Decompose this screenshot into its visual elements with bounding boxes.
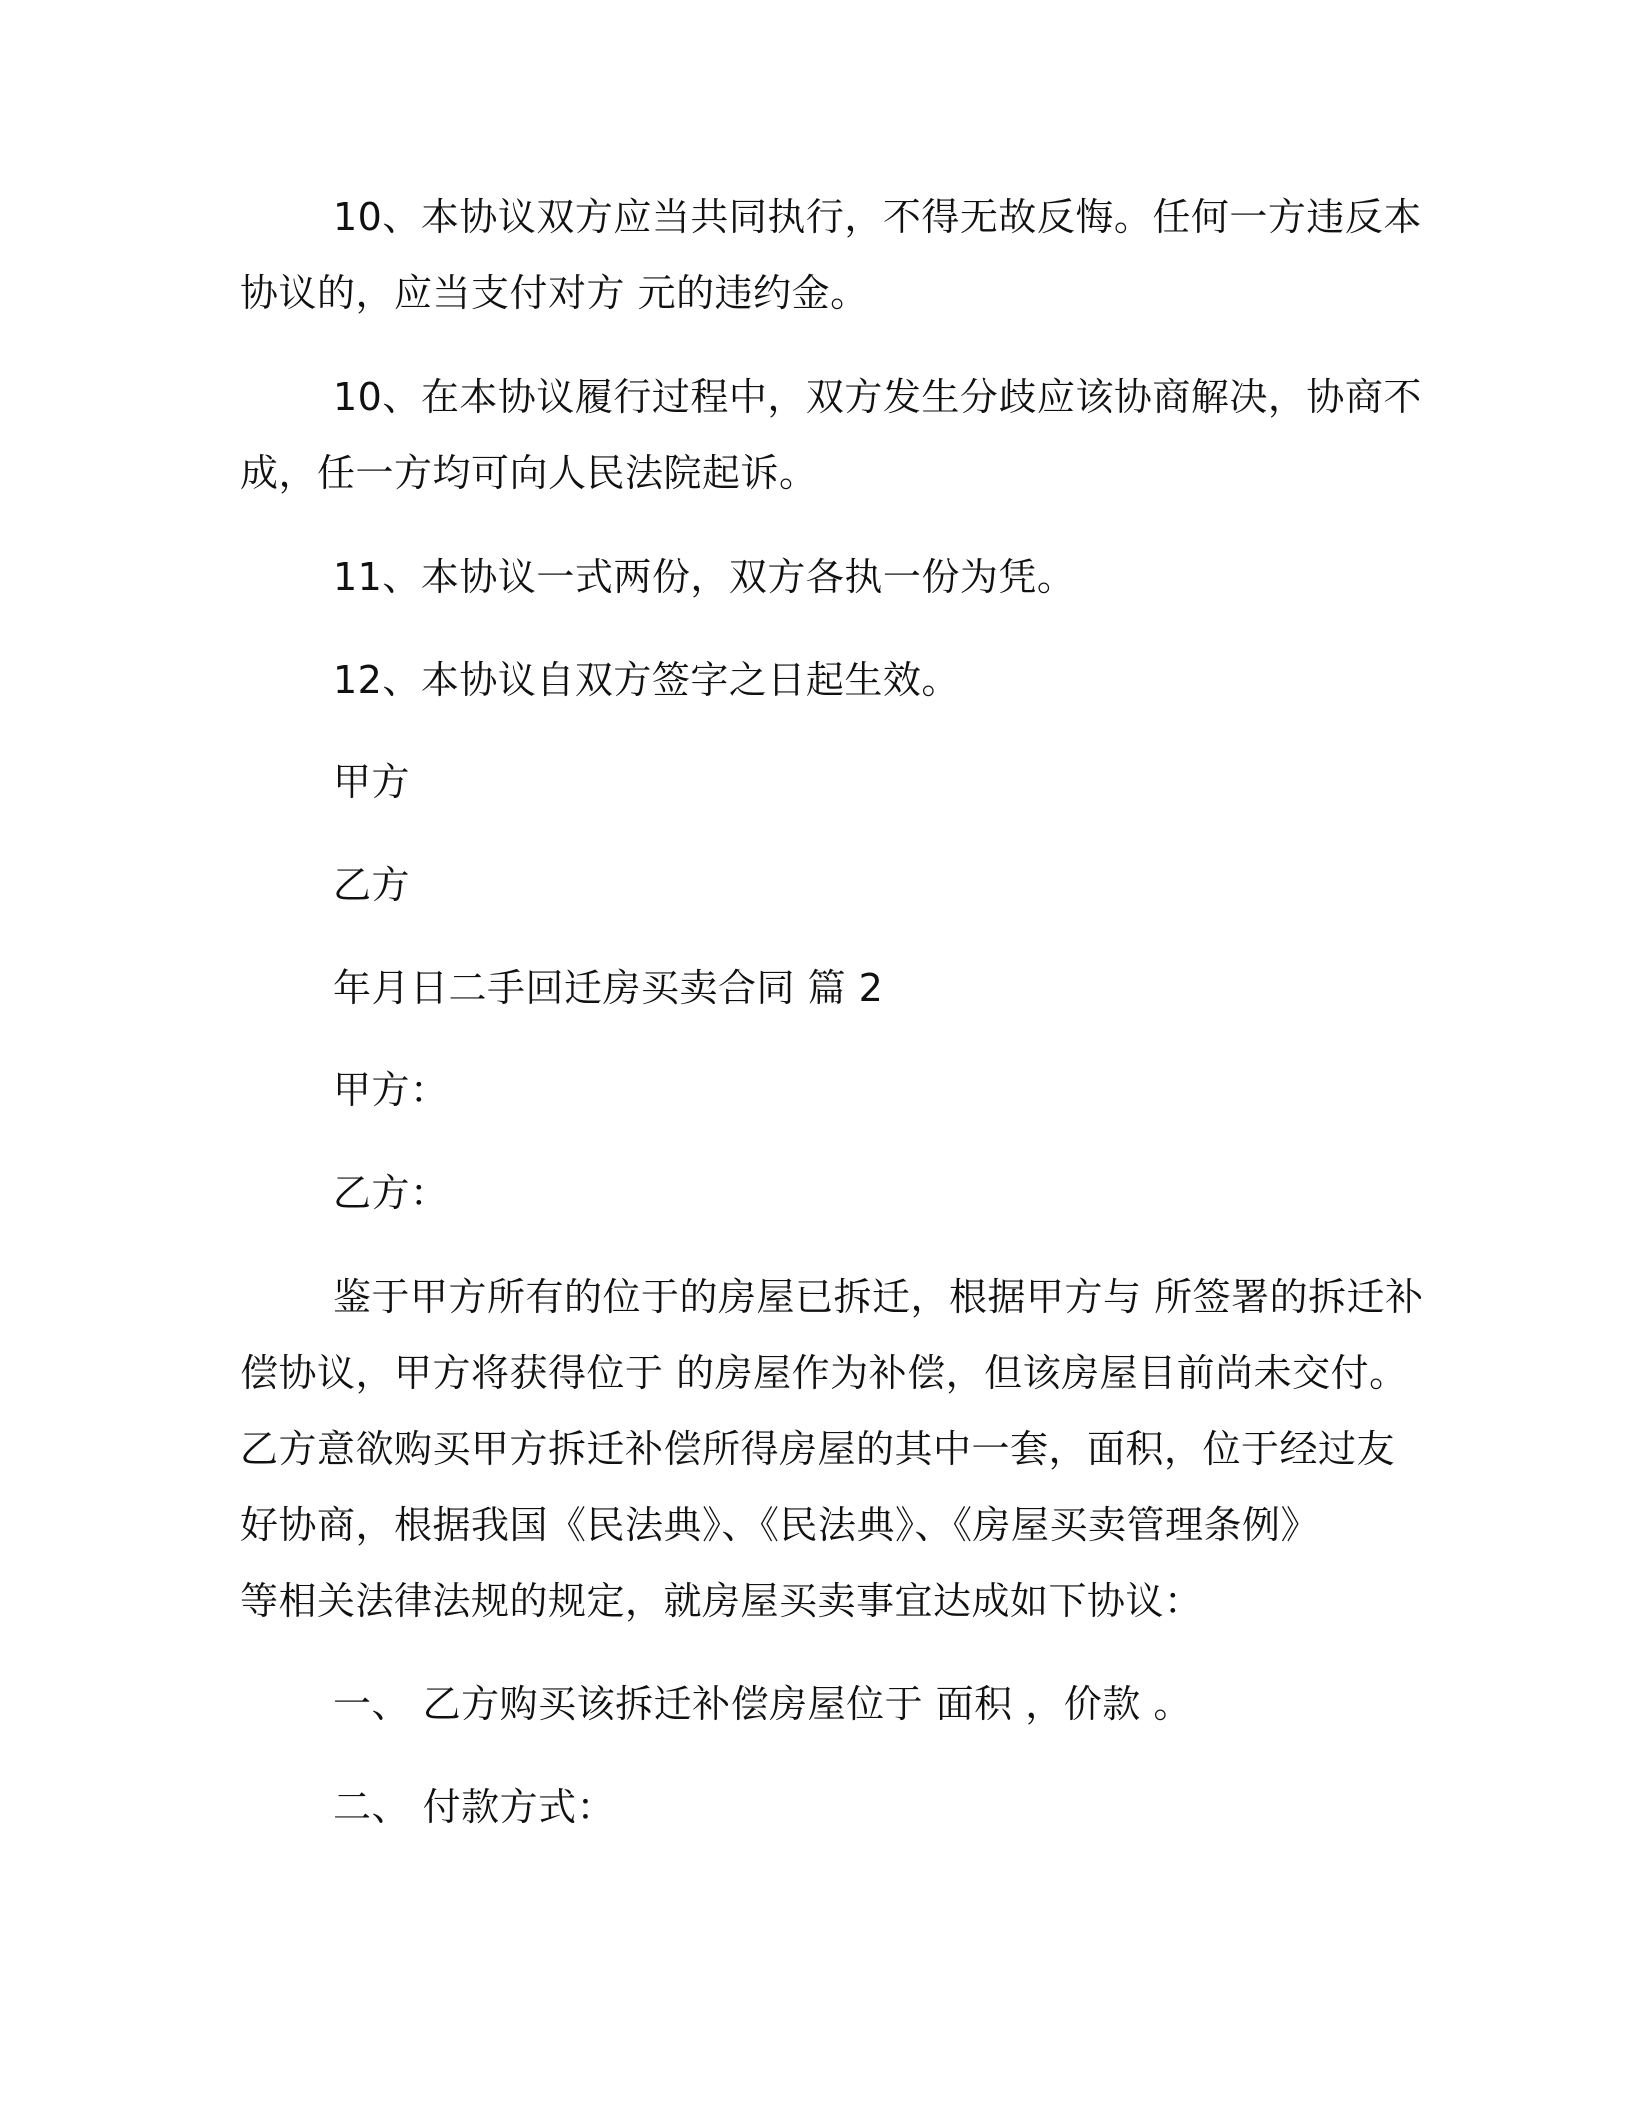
clause-10b-line-1: 10、在本协议履行过程中，双方发生分歧应该协商解决，协商不 (333, 375, 1422, 419)
clause-10-line-1: 10、本协议双方应当共同执行，不得无故反悔。任何一方违反本 (333, 195, 1422, 239)
clause-10b-line-2: 成，任一方均可向人民法院起诉。 (240, 451, 818, 495)
article-2: 二、 付款方式： (333, 1785, 616, 1829)
clause-12: 12、本协议自双方签字之日起生效。 (333, 658, 960, 702)
preamble-line-5: 等相关法律法规的规定，就房屋买卖事宜达成如下协议： (240, 1579, 1203, 1623)
section-heading: 年月日二手回迁房买卖合同 篇 2 (333, 966, 884, 1010)
preamble-line-2: 偿协议，甲方将获得位于 的房屋作为补偿，但该房屋目前尚未交付。 (240, 1351, 1408, 1395)
article-1: 一、 乙方购买该拆迁补偿房屋位于 面积 ，价款 。 (333, 1682, 1192, 1726)
clause-11: 11、本协议一式两份，双方各执一份为凭。 (333, 555, 1076, 599)
clause-10-line-2: 协议的，应当支付对方 元的违约金。 (240, 271, 869, 315)
party-a-signature: 甲方 (333, 760, 411, 804)
preamble-line-4: 好协商，根据我国《民法典》、《民法典》、《房屋买卖管理条例》 (240, 1503, 1320, 1547)
party-b-signature: 乙方 (333, 863, 411, 907)
preamble-line-3: 乙方意欲购买甲方拆迁补偿所得房屋的其中一套，面积，位于经过友 (240, 1427, 1396, 1471)
preamble-line-1: 鉴于甲方所有的位于的房屋已拆迁，根据甲方与 所签署的拆迁补 (333, 1275, 1424, 1319)
party-b-label: 乙方： (333, 1171, 449, 1215)
party-a-label: 甲方： (333, 1068, 449, 1112)
